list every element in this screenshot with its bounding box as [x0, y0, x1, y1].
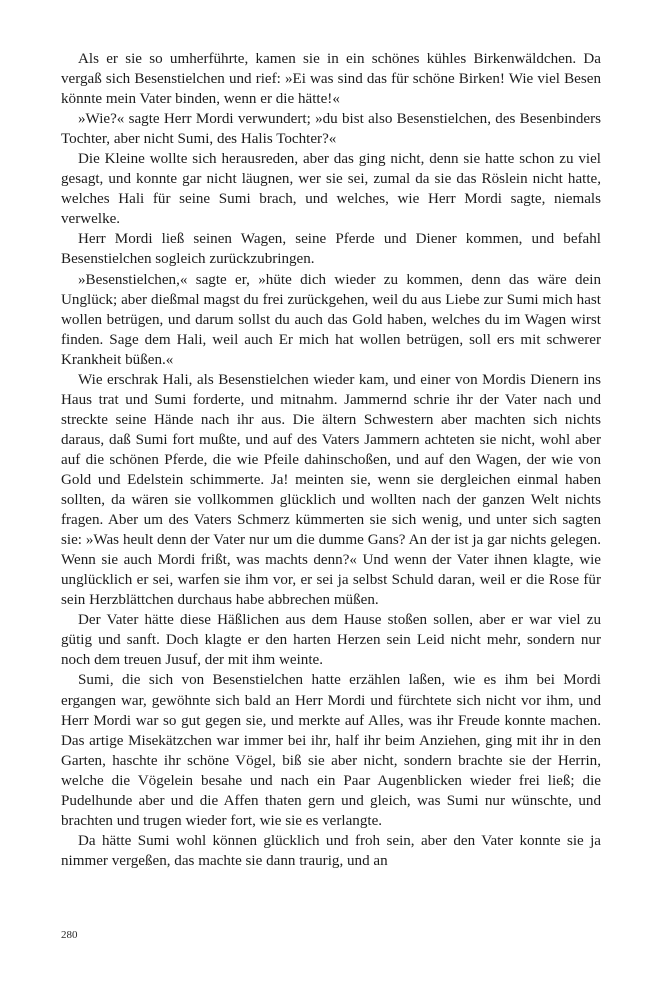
paragraph: Der Vater hätte diese Häßlichen aus dem Hause stoßen sollen, aber er war viel zu gütig und sanft. Doch klagte er den harten Herzen sein Leid nicht mehr, sondern nur noch dem treuen Jusuf, der mit ihm weinte. — [61, 612, 601, 669]
paragraph: Da hätte Sumi wohl können glücklich und froh sein, aber den Vater konnte sie ja nimmer vergeßen, das machte sie dann traurig, und an — [61, 832, 601, 869]
paragraph: »Besenstielchen,« sagte er, »hüte dich wieder zu kommen, denn das wäre dein Unglück; aber dießmal magst du frei zurückgehen, weil du aus Liebe zur Sumi mich hast wollen betrügen, und darum sollst du auch das Gold haben, welches du im Wagen wirst finden. Sage dem Hali, weil auch Er mich hat wollen betrügen, soll ers mit schwerer Krankheit büßen.« — [61, 271, 601, 368]
paragraph: Die Kleine wollte sich herausreden, aber das ging nicht, denn sie hatte schon zu viel gesagt, und konnte gar nicht läugnen, wer sie sei, zumal da sie das Röslein nicht hatte, welches Hali für seine Sumi brach, und welches, wie Herr Mordi sagte, niemals verwelke. — [61, 151, 601, 228]
paragraph: Herr Mordi ließ seinen Wagen, seine Pferde und Diener kommen, und befahl Besenstielchen sogleich zurückzubringen. — [61, 231, 601, 268]
page-number: 280 — [61, 929, 78, 941]
paragraph: »Wie?« sagte Herr Mordi verwundert; »du bist also Besenstielchen, des Besenbinders Tochter, aber nicht Sumi, des Halis Tochter?« — [61, 111, 601, 148]
paragraph: Wie erschrak Hali, als Besenstielchen wieder kam, und einer von Mordis Dienern ins Haus trat und Sumi forderte, und mitnahm. Jammernd schrie ihr der Vater nach und streckte seine Hände nach ihr aus. Die ältern Schwestern aber machten sich nichts daraus, daß Sumi fort mußte, und auf des Vaters Jammern achteten sie nicht, wohl aber auf die schönen Pferde, die wie Pfeile dahinschoßen, und auf den Wagen, der wie von Gold und Edelstein schimmerte. Ja! meinten sie, wenn sie dergleichen einmal haben sollten, da wären sie vollkommen glücklich und wollten nach der ganzen Welt nichts fragen. Aber um des Vaters Schmerz kümmerten sie sich wenig, und unter sich sagten sie: »Was heult denn der Vater nur um die dumme Gans? An der ist ja gar nichts gelegen. Wenn sie auch Mordi frißt, was machts denn?« Und wenn der Vater ihnen klagte, wie unglücklich er sei, warfen sie ihm vor, er sei ja selbst Schuld daran, weil er die Rose für sein Herzblättchen durchaus habe abbrechen müßen. — [61, 371, 601, 609]
body-text — [61, 49, 601, 871]
paragraph: Als er sie so umherführte, kamen sie in ein schönes kühles Birkenwäldchen. Da vergaß sich Besenstielchen und rief: »Ei was sind das für schöne Birken! Wie viel Besen könnte mein Vater binden, wenn er die hätte!« — [61, 51, 601, 108]
paragraph: Sumi, die sich von Besenstielchen hatte erzählen laßen, wie es ihm bei Mordi ergangen war, gewöhnte sich bald an Herr Mordi und fürchtete sich nicht vor ihm, und Herr Mordi war so gut gegen sie, und merkte auf Alles, was ihr Freude konnte machen. Das artige Misekätzchen war immer bei ihr, half ihr beim Anziehen, ging mit ihr in den Garten, haschte ihr schöne Vögel, biß sie aber nicht, sondern brachte sie der Herrin, welche die Vögelein besahe und nach ein Paar Augenblicken wieder frei ließ; die Pudelhunde aber und die Affen thaten gern und gleich, was Sumi nur wünschte, und brachten und trugen wieder fort, wie sie es verlangte. — [61, 672, 601, 829]
